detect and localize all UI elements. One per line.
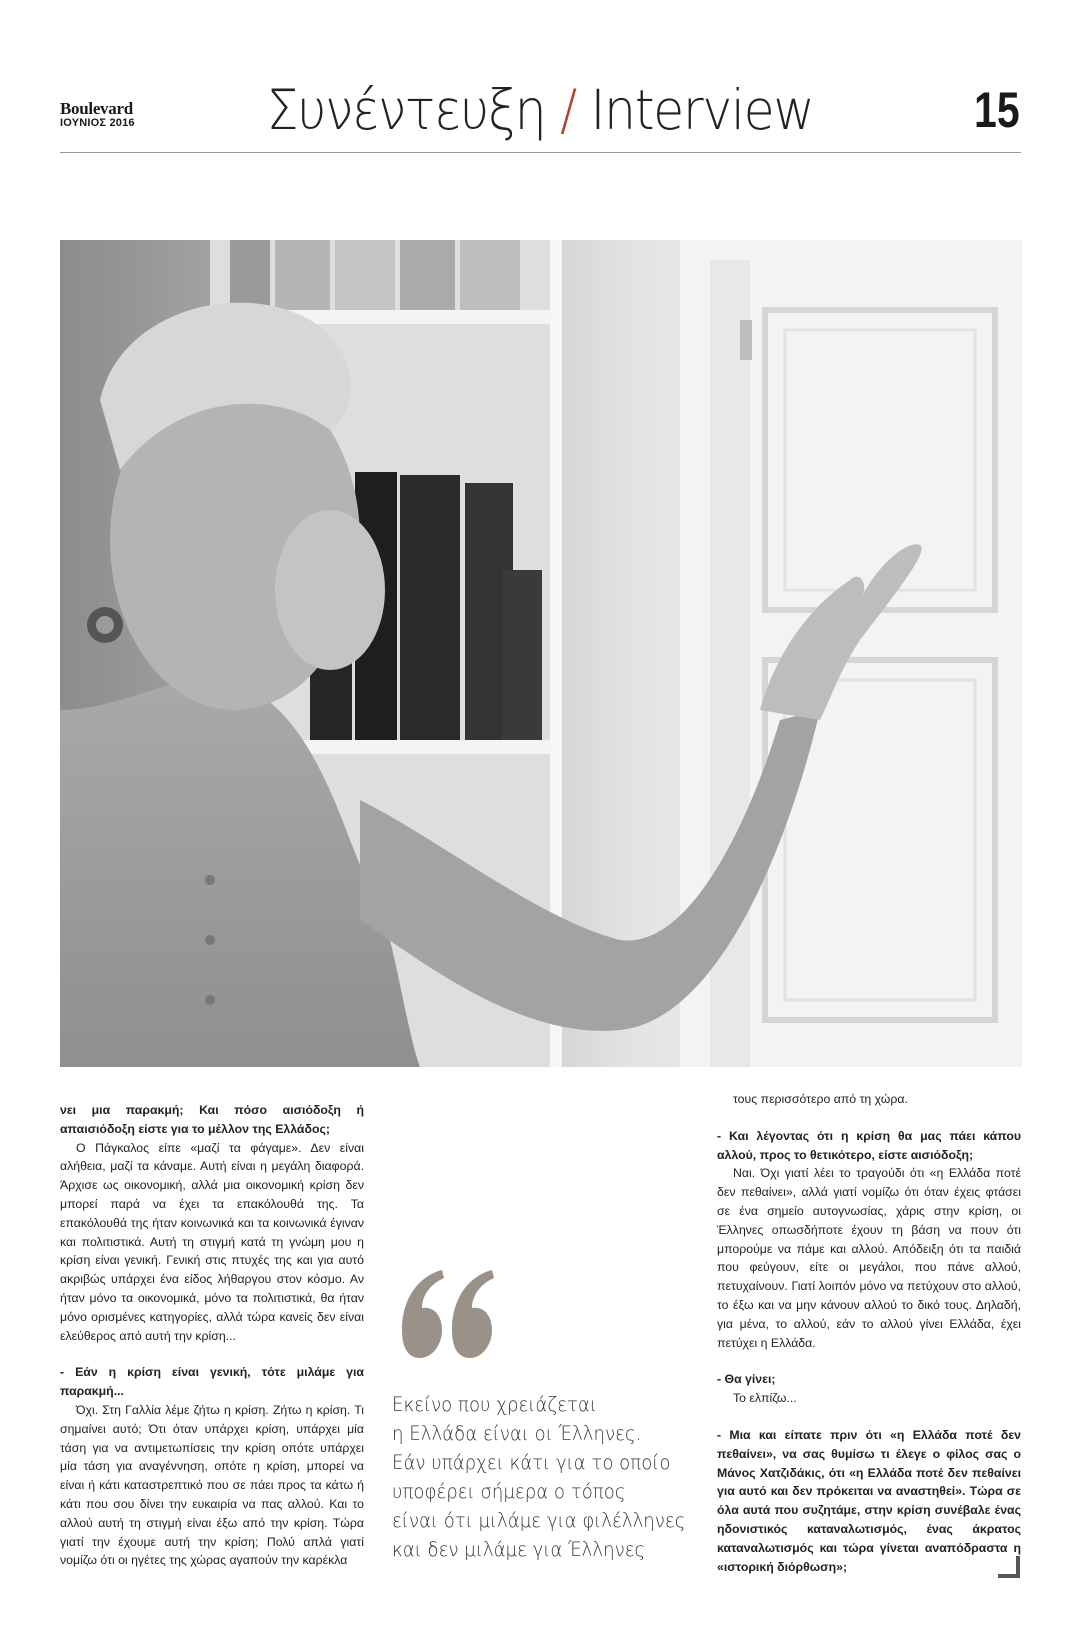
answer-text: τους περισσότερο από τη χώρα. xyxy=(733,1092,908,1106)
article-column-right xyxy=(717,1090,1021,1576)
answer-text: Όχι. Στη Γαλλία λέμε ζήτω η κρίση. Ζήτω η κρίση. Τι σημαίνει αυτό; Ότι όταν υπάρχει κρίση, υπάρχει μία τάση για να αντιμετωπίσεις την κρίση οπότε υπάρχει μία τάση για αναγέννηση, οπότε η κρίση, μπορεί να είναι ή κάτι καταστρεπτικό που σε πάει προς τα κάτω ή κάτι που σου δίνει την ευκαιρία να πας αλλού. Και το αλλού αυτή τη στιγμή είναι έξω από την κρίση. Τώρα γιατί την έχουμε αυτή την κρίση; Πολύ απλά γιατί νομίζω ότι οι ηγέτες της χώρας αγαπούν την καρέκλα xyxy=(60,1402,364,1568)
answer-text: Ο Πάγκαλος είπε «μαζί τα φάγαμε». Δεν είναι αλήθεια, μαζί τα κάναμε. Αυτή είναι η μεγάλη διαφορά. Άρχισε ως οικονομική, αλλά μια οικονομική κρίση δεν μπορεί παρά να έχει τα επακόλουθά της. Τα επακόλουθά της ήταν κοινωνικά και τα κοινωνικά έγιναν και πολιτιστικά. Αυτή τη στιγμή κατά τη γνώμη μου η κρίση είναι γενική. Γενική στις πτυχές της και για αυτό ακριβώς υπάρχει ένα είδος λήθαργου στον κόσμο. Αν ήταν μόνο τα οικονομικά, μόνο τα πολιτιστικά, θα ήταν μόνο ορισμένες κατηγορίες, αλλά τώρα κανείς δεν είναι ελεύθερος από αυτή την κρίση... xyxy=(60,1140,364,1343)
quote-mark-icon xyxy=(392,1270,502,1360)
pull-quote-line: η Ελλάδα είναι οι Έλληνες. xyxy=(392,1422,642,1445)
answer-text: Ναι. Όχι γιατί λέει το τραγούδι ότι «η Ελλάδα ποτέ δεν πεθαίνει», αλλά γιατί νομίζω ότι όταν έχεις φτάσει σε ένα σημείο αυτογνωσίας, χάρις στην κρίση, οι Έλληνες οπωσδήποτε έχουν τη βάση να πουν ότι μπορούμε να πάμε και αλλού. Απόδειξη ότι τα παιδιά που φεύγουν, είτε οι μεγάλοι, που πάνε αλλού, πετυχαίνουν. Γιατί λοιπόν μόνο να πετύχουν στο αλλού, το έξω και να μην κάνουν αλλού το δικό τους. Δηλαδή, για μένα, το αλλού, εάν το αλλού γίνει Ελλάδα, έχει πετύχει η Ελλάδα. xyxy=(717,1166,1021,1350)
section-title xyxy=(264,78,816,142)
portrait-photo-illustration xyxy=(60,240,1022,1067)
pull-quote xyxy=(392,1390,686,1564)
question-text: - Εάν η κρίση είναι γενική, τότε μιλάμε για παρακμή... xyxy=(60,1365,364,1399)
brand-logo: Boulevard xyxy=(60,99,133,118)
section-title-english: Interview xyxy=(590,78,814,142)
section-title-greek: Συνέντευξη xyxy=(266,78,546,142)
continue-corner-mark xyxy=(998,1556,1020,1578)
question-text: - Μια και είπατε πριν ότι «η Ελλάδα ποτέ δεν πεθαίνει», να σας θυμίσω τι έλεγε ο φίλος σας ο Μάνος Χατζιδάκις, ότι «η Ελλάδα ποτέ δεν πεθαίνει για αυτό και δεν πρόκειται να αναστηθεί». Τώρα σε όλα αυτά που συζητάμε, στην κρίση συνέβαλε ένας ηδονιστικός καταναλωτισμός, ένας άκρατος καταναλωτισμός και τώρα γίνεται αναπόδραστα η «ιστορική διόρθωση»; xyxy=(717,1427,1021,1574)
masthead xyxy=(60,100,150,129)
question-text: - Και λέγοντας ότι η κρίση θα μας πάει κάπου αλλού, προς το θετικότερο, είστε αισιόδοξη; xyxy=(717,1128,1021,1162)
answer-text: Το ελπίζω... xyxy=(733,1391,797,1406)
article-column-left xyxy=(60,1101,364,1570)
pull-quote-line: Εκείνο που χρειάζεται xyxy=(392,1393,597,1416)
interview-photo xyxy=(60,240,1022,1067)
page-number: 15 xyxy=(974,82,1020,138)
header-divider xyxy=(60,152,1021,153)
pull-quote-line: υποφέρει σήμερα ο τόπος xyxy=(392,1480,626,1503)
section-title-slash: / xyxy=(560,78,576,142)
question-text: - Θα γίνει; xyxy=(717,1372,776,1387)
issue-date: ΙΟΥΝΙΟΣ 2016 xyxy=(60,117,135,129)
pull-quote-line: Εάν υπάρχει κάτι για το οποίο xyxy=(392,1451,671,1474)
pull-quote-line: και δεν μιλάμε για Έλληνες xyxy=(392,1538,646,1561)
question-text: νει μια παρακμή; Και πόσο αισιόδοξη ή απαισιόδοξη είστε για το μέλλον της Ελλάδος; xyxy=(60,1103,364,1136)
pull-quote-line: είναι ότι μιλάμε για φιλέλληνες xyxy=(392,1509,686,1532)
